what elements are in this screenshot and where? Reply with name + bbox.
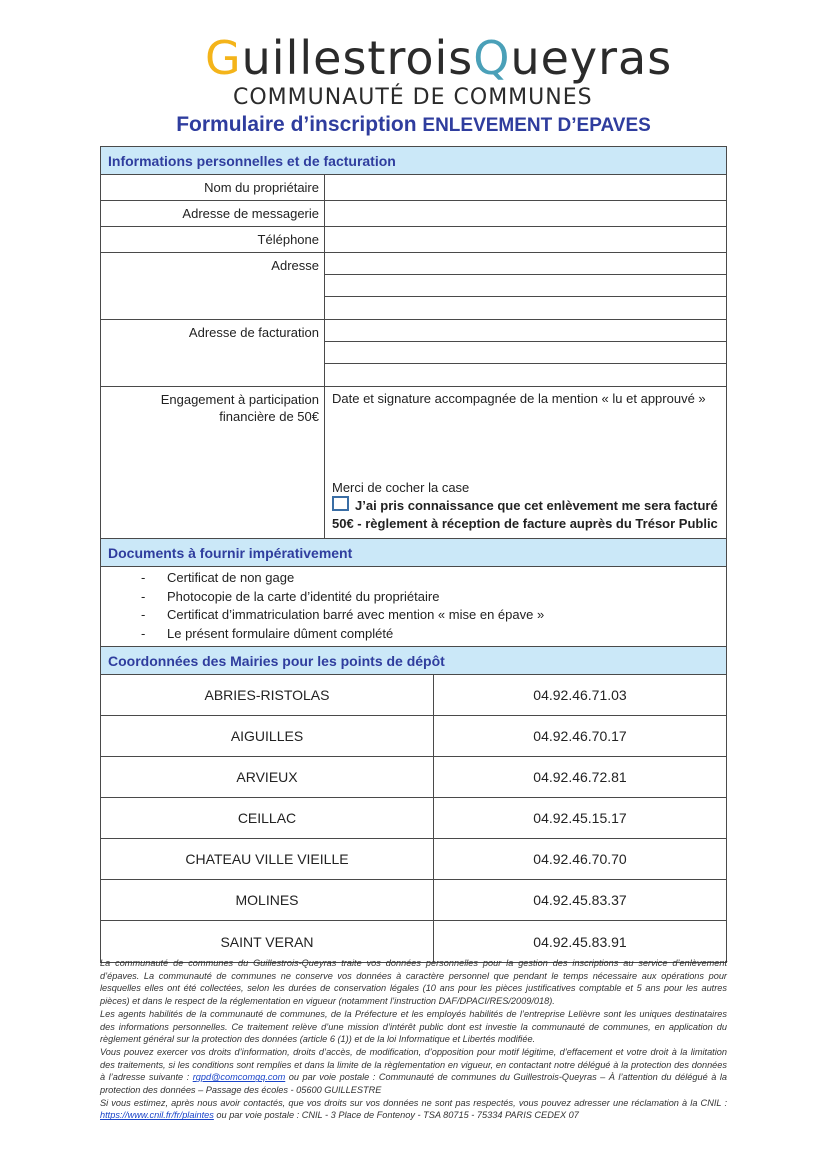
mairie-phone: 04.92.45.83.37 (533, 892, 627, 908)
mairie-name: SAINT VERAN (101, 921, 434, 962)
title-lead: Formulaire d’inscription (176, 113, 423, 136)
acknowledgement-checkbox[interactable] (332, 496, 349, 511)
table-row (101, 757, 726, 798)
cnil-complaint-link[interactable]: https://www.cnil.fr/fr/plaintes (100, 1110, 214, 1121)
phone-field[interactable] (325, 227, 726, 252)
logo-word-guillestrois: uillestrois (241, 31, 474, 85)
billing-address-line-2[interactable] (325, 342, 726, 364)
mairie-name: ABRIES-RISTOLAS (101, 675, 434, 715)
logo-initial-g: G (205, 31, 242, 85)
mairie-name: ARVIEUX (101, 757, 434, 797)
documents-list (101, 567, 726, 647)
logo-word-queyras: ueyras (510, 31, 673, 85)
privacy-paragraph-4 (100, 1097, 727, 1122)
acknowledgement-text: J’ai pris connaissance que cet enlèvement me sera facturé 50€ - règlement à réception de facture auprès du Trésor Public (332, 498, 718, 531)
billing-address-line-1[interactable] (325, 320, 726, 342)
title-caps: ENLEVEMENT D’EPAVES (422, 115, 651, 136)
acknowledgement-checkbox-row[interactable] (332, 496, 719, 533)
cnil-address-text: ou par voie postale : CNIL - 3 Place de Fontenoy - TSA 80715 - 75334 PARIS CEDEX 07 (213, 1110, 579, 1121)
page-title (0, 113, 827, 137)
phone-label: Téléphone (101, 227, 325, 252)
billing-address-label: Adresse de facturation (101, 320, 325, 386)
mairies-table (101, 675, 726, 962)
mairie-phone: 04.92.46.70.17 (533, 728, 627, 744)
logo-wordmark (205, 33, 672, 83)
address-lines (325, 253, 726, 319)
field-row-email (101, 201, 726, 227)
table-row (101, 798, 726, 839)
address-label: Adresse (101, 253, 325, 319)
field-row-address (101, 253, 726, 320)
owner-name-label: Nom du propriétaire (101, 175, 325, 200)
section-heading-mairies: Coordonnées des Mairies pour les points de dépôt (101, 647, 726, 675)
rights-text: Vous pouvez exercer vos droits d’information, droits d’accès, de modification, d’opposition pour motif légitime, d’effacement et votre droit à la limitation des traitements, si les conditions sont remplies et dans la limite de la règlementation en vigueur, en contactant notre délégué à la protection des données à l’adresse suivante : (100, 1046, 727, 1083)
mairie-name: CEILLAC (101, 798, 434, 838)
table-row (101, 839, 726, 880)
logo-initial-q: Q (473, 31, 511, 85)
mairie-phone: 04.92.45.15.17 (533, 810, 627, 826)
signature-note: Date et signature accompagnée de la mention « lu et approuvé » (332, 391, 706, 406)
billing-address-line-3[interactable] (325, 364, 726, 386)
signature-area[interactable] (325, 387, 726, 538)
owner-name-field[interactable] (325, 175, 726, 200)
privacy-notice (100, 957, 727, 1122)
bullet: - (141, 588, 146, 604)
engagement-label (101, 387, 325, 538)
document-item: Le présent formulaire dûment complété (167, 625, 394, 641)
table-row (101, 716, 726, 757)
address-line-2[interactable] (325, 275, 726, 297)
mairie-name: MOLINES (101, 880, 434, 920)
field-row-billing-address (101, 320, 726, 387)
mairie-phone: 04.92.45.83.91 (533, 933, 627, 950)
dpo-email-link[interactable]: rgpd@comcomgq.com (192, 1072, 286, 1083)
privacy-paragraph-1: La communauté de communes du Guillestrois-Queyras traite vos données personnelles pour la gestion des inscriptions au service d’enlèvement d’épaves. La communauté de communes ne conserve vos données à caractère personnel que pendant le temps nécessaire aux opérations pour lesquelles elles ont été collectées, selon les durées de conservation légales (10 ans pour les pièces justificatives comptable et 5 ans pour les autres pièces) et dans le respect de la réglementation en vigueur (notamment l’instruction DAF/DPACI/RES/2009/018). (100, 958, 727, 1007)
section-heading-personal: Informations personnelles et de facturation (101, 147, 726, 175)
privacy-paragraph-2: Les agents habilités de la communauté de communes, de la Préfecture et les employés habilités de l’entreprise Lelièvre sont les uniques destinataires des informations personnelles. Ce traitement relève d’une mission d’intérêt public dont est investie la communauté de communes, en application du règlement général sur la protection des données (article 6 (1)) et de la loi Informatique et Libertés modifiée. (100, 1008, 727, 1045)
mairie-name: AIGUILLES (101, 716, 434, 756)
email-field[interactable] (325, 201, 726, 226)
field-row-engagement (101, 387, 726, 539)
check-prompt: Merci de cocher la case (332, 480, 470, 495)
document-item: Certificat de non gage (167, 570, 295, 585)
mairie-phone: 04.92.46.71.03 (533, 687, 627, 703)
privacy-paragraph-3 (100, 1046, 727, 1097)
mairie-phone: 04.92.46.72.81 (533, 769, 627, 785)
list-item (141, 569, 726, 588)
logo-subtitle: COMMUNAUTÉ DE COMMUNES (233, 85, 593, 110)
table-row (101, 675, 726, 716)
table-row (101, 921, 726, 962)
list-item (141, 625, 726, 644)
billing-address-lines (325, 320, 726, 386)
mairie-phone: 04.92.46.70.70 (533, 851, 627, 867)
engagement-label-line-2: financière de 50€ (219, 409, 319, 424)
registration-form (100, 146, 727, 963)
bullet: - (141, 570, 146, 585)
bullet: - (141, 625, 146, 641)
field-row-phone (101, 227, 726, 253)
postal-address-text: ou par voie postale : Communauté de communes du Guillestrois-Queyras – À l’attention du délégué à la protection des données – Passage des écoles - 05600 GUILLESTRE (100, 1072, 727, 1096)
list-item (141, 588, 726, 607)
cnil-intro-text: Si vous estimez, après nous avoir contactés, que vos droits sur vos données ne sont pas respectés, vous pouvez adresser une réclamation à la CNIL : (100, 1097, 727, 1108)
engagement-label-line-1: Engagement à participation (160, 392, 319, 407)
address-line-1[interactable] (325, 253, 726, 275)
email-label: Adresse de messagerie (101, 201, 325, 226)
address-line-3[interactable] (325, 297, 726, 319)
logo (205, 31, 673, 113)
document-item: Photocopie de la carte d’identité du propriétaire (167, 588, 440, 604)
document-item: Certificat d’immatriculation barré avec mention « mise en épave » (167, 607, 545, 622)
mairie-name: CHATEAU VILLE VIEILLE (101, 839, 434, 879)
bullet: - (141, 607, 146, 622)
section-heading-documents: Documents à fournir impérativement (101, 539, 726, 567)
field-row-owner-name (101, 175, 726, 201)
list-item (141, 606, 726, 625)
table-row (101, 880, 726, 921)
